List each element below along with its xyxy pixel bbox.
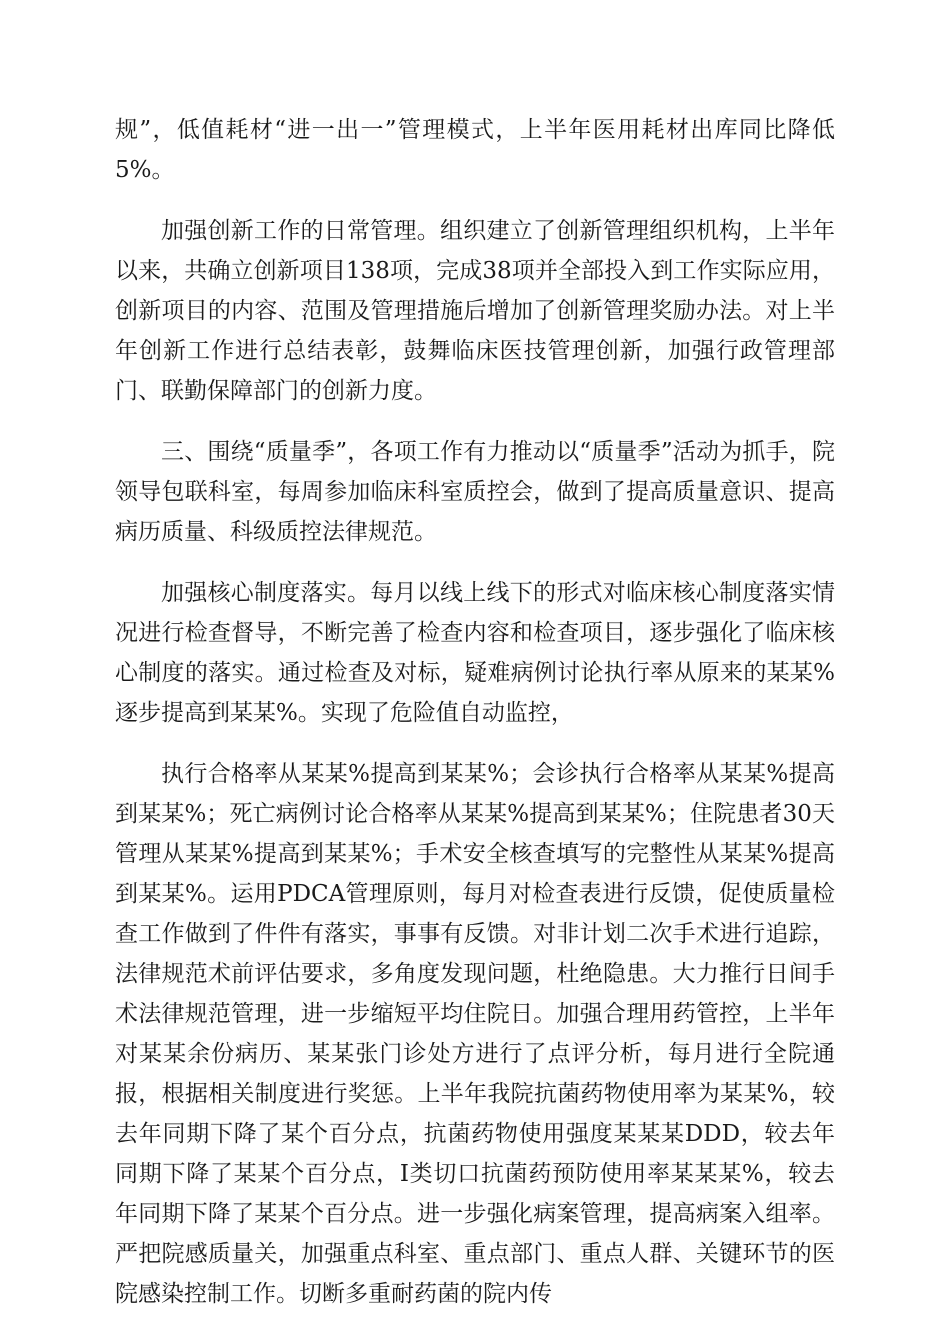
document-page — [115, 110, 835, 1314]
paragraph-core-system: 加强核心制度落实。每月以线上线下的形式对临床核心制度落实情况进行检查督导，不断完善了检查内容和检查项目，逐步强化了临床核心制度的落实。通过检查及对标，疑难病例讨论执行率从原来的某某%逐步提高到某某%。实现了危险值自动监控， — [115, 580, 835, 726]
paragraph-quality-season-heading: 三、围绕“质量季”，各项工作有力推动以“质量季”活动为抓手，院领导包联科室，每周参加临床科室质控会，做到了提高质量意识、提高病历质量、科级质控法律规范。 — [115, 439, 835, 545]
paragraph-execution-rates: 执行合格率从某某%提高到某某%；会诊执行合格率从某某%提高到某某%；死亡病例讨论合格率从某某%提高到某某%；住院患者30天管理从某某%提高到某某%；手术安全核查填写的完整性从某某%提高到某某%。运用PDCA管理原则，每月对检查表进行反馈，促使质量检查工作做到了件件有落实，事事有反馈。对非计划二次手术进行追踪，法律规范术前评估要求，多角度发现问题，杜绝隐患。大力推行日间手术法律规范管理，进一步缩短平均住院日。加强合理用药管控，上半年对某某余份病历、某某张门诊处方进行了点评分析，每月进行全院通报，根据相关制度进行奖惩。上半年我院抗菌药物使用率为某某%，较去年同期下降了某个百分点，抗菌药物使用强度某某某DDD，较去年同期下降了某某个百分点，Ⅰ类切口抗菌药预防使用率某某某%，较去年同期下降了某某个百分点。进一步强化病案管理，提高病案入组率。严把院感质量关，加强重点科室、重点部门、重点人群、关键环节的医院感染控制工作。切断多重耐药菌的院内传 — [115, 761, 835, 1307]
paragraph-innovation-management: 加强创新工作的日常管理。组织建立了创新管理组织机构，上半年以来，共确立创新项目138项，完成38项并全部投入到工作实际应用，创新项目的内容、范围及管理措施后增加了创新管理奖励办法。对上半年创新工作进行总结表彰，鼓舞临床医技管理创新，加强行政管理部门、联勤保障部门的创新力度。 — [115, 218, 835, 404]
paragraph-continuation: 规”，低值耗材“进一出一”管理模式，上半年医用耗材出库同比降低5%。 — [115, 117, 835, 183]
